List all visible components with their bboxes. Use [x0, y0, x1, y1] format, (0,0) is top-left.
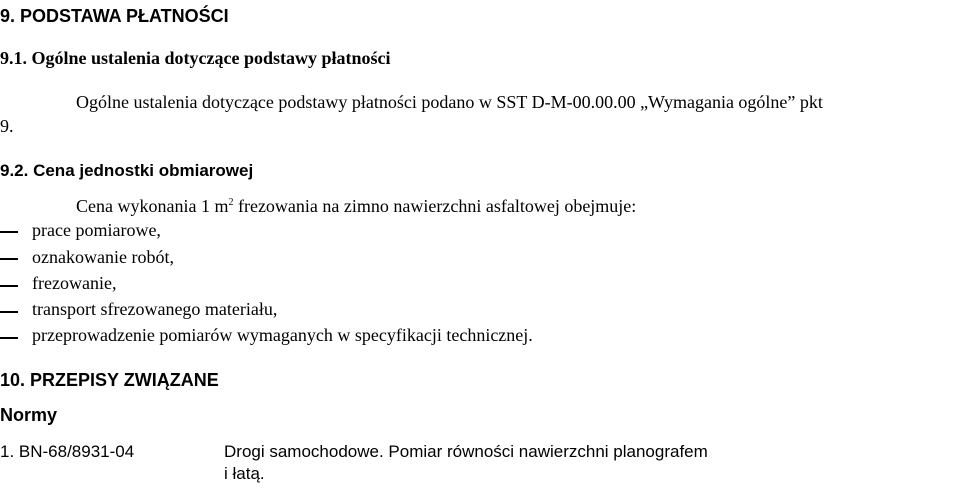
section-9-1-heading: 9.1. Ogólne ustalenia dotyczące podstawy płatności [0, 48, 391, 68]
list-dash [0, 231, 18, 233]
superscript-2: 2 [228, 197, 234, 208]
section-9-2-heading: 9.2. Cena jednostki obmiarowej [0, 161, 254, 180]
list-item: oznakowanie robót, [32, 247, 174, 267]
norms-heading: Normy [0, 405, 58, 425]
list-item: transport sfrezowanego materiału, [32, 299, 278, 319]
list-item: przeprowadzenie pomiarów wymaganych w specyfikacji technicznej. [32, 325, 533, 345]
list-dash [0, 311, 18, 313]
section-9-1-paragraph-end: 9. [0, 116, 14, 136]
section-9-1-paragraph: Ogólne ustalenia dotyczące podstawy płatności podano w SST D-M-00.00.00 „Wymagania ogólne” pkt [76, 92, 823, 112]
section-9-heading: 9. PODSTAWA PŁATNOŚCI [0, 6, 229, 26]
list-dash [0, 258, 18, 260]
price-text: Cena wykonania 1 m [76, 196, 229, 216]
norm-1-id: 1. BN-68/8931-04 [0, 442, 135, 461]
section-9-2-paragraph [76, 196, 636, 217]
section-10-heading: 10. PRZEPISY ZWIĄZANE [0, 370, 219, 390]
norm-1-title: Drogi samochodowe. Pomiar równości nawierzchni planografem [224, 442, 708, 461]
norm-1-title-cont: i łatą. [224, 464, 265, 483]
list-item: frezowanie, [32, 273, 117, 293]
price-text-rest: frezowania na zimno nawierzchni asfaltowej obejmuje: [233, 196, 637, 216]
list-dash [0, 337, 18, 339]
list-dash [0, 285, 18, 287]
list-item: prace pomiarowe, [32, 220, 161, 240]
